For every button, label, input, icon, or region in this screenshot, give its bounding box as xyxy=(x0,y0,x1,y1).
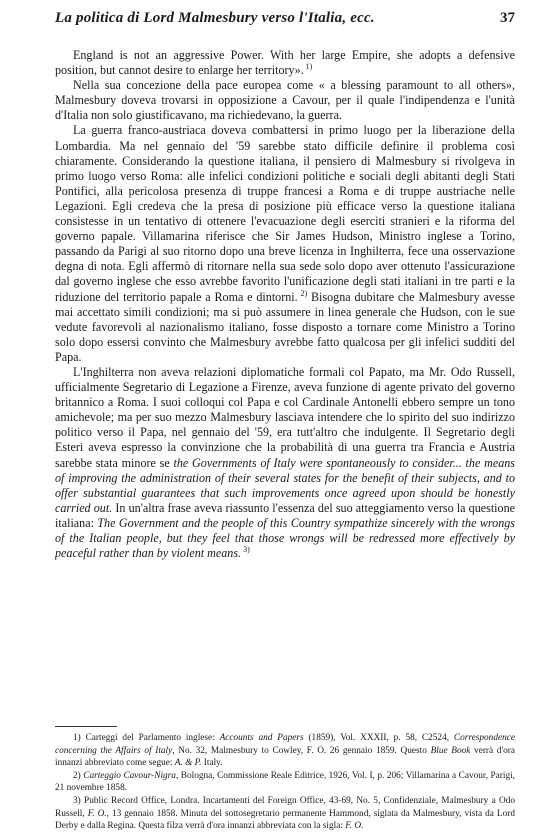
paragraph xyxy=(55,78,515,123)
paragraph xyxy=(55,365,515,561)
text-run: In un'altra frase aveva riassunto l'essenza del suo atteggiamento verso la questione italiana: xyxy=(55,500,516,530)
running-header xyxy=(55,10,515,34)
running-title: La politica di Lord Malmesbury verso l'Italia, ecc. xyxy=(55,10,375,26)
footnote xyxy=(55,732,515,770)
footnote xyxy=(55,795,515,833)
italic-text: The Government and the people of this Country sympathize sincerely with the wrongs of the Italian people, but they feel that those wrongs will be redressed more effectively by peaceful rather than by violent means. xyxy=(55,515,515,561)
page-number: 37 xyxy=(500,10,515,26)
text-run: (1859), Vol. XXXII, p. 58, C2524, xyxy=(303,733,454,743)
footnote-divider xyxy=(55,726,117,727)
paragraph xyxy=(55,123,515,365)
footnote-reference: 1) xyxy=(303,62,313,72)
text-run: Bisogna dubitare che Malmesbury avesse mai accettato simili condizioni; ma si può assumere in linea generale che Hudson, con le sue vedute favorevoli al nazionalismo italiano, fosse disposto a tornare come Ministro a Torino solo dopo essersi convinto che Malmesbury avrebbe fatto qualcosa per gli infelici sudditi del Papa. xyxy=(55,289,516,364)
text-run: Nella sua concezione della pace europea come « a blessing paramount to all others», Malmesbury doveva trovarsi in opposizione a Cavour, per il quale l'indipendenza e l'unità d'Italia non solo giustificavano, ma richiedevano, la guerra. xyxy=(55,78,515,123)
footnotes xyxy=(55,732,515,833)
text-run: L'Inghilterra non aveva relazioni diplomatiche formali col Papato, ma Mr. Odo Russell, ufficialmente Segretario di Legazione a Firenze, aveva funzione di agente privato del governo britannico a Roma. I suoi colloqui col Papa e col Cardinale Antonelli ebbero sempre un tono amichevole; ma per suo mezzo Malmesbury lasciava intendere che lo spirito del suo indirizzo politico verso il Papa, nel gennaio del '59, era tutt'altro che indulgente. Il Segretario degli Esteri aveva espresso la convinzione che la probabilità di una guerra tra Francia e Austria sarebbe stata minore se xyxy=(55,364,515,470)
text-run: 1) Carteggi del Parlamento inglese: xyxy=(73,733,220,743)
footnote xyxy=(55,770,515,795)
text-run: 3) Public Record Office, Londra. Incartamenti del Foreign Office, 43-69, No. 5, Confidenziale, Malmesbury a Odo Russell, xyxy=(55,795,515,819)
footnote-reference: 3) xyxy=(241,545,250,555)
body-text xyxy=(55,48,515,561)
italic-text: the Governments of Italy were spontaneously to consider... the means of improving the administration of their several states for the benefit of their subjects, and to offer substantial guarantees that such improvements once agreed upon should be honestly carried out. xyxy=(55,455,515,515)
text-run: England is not an aggressive Power. With her large Empire, she adopts a defensive position, but cannot desire to enlarge her territory». xyxy=(55,48,515,78)
italic-text: Correspondence concerning the Affairs of Italy xyxy=(55,733,515,756)
italic-text: Carteggio Cavour-Nigra xyxy=(83,770,176,781)
text-run: 2) xyxy=(73,770,84,781)
footnote-reference: 2) xyxy=(297,288,308,298)
italic-text: Accounts and Papers xyxy=(219,733,304,743)
text-run: , No. 32, Malmesbury to Cowley, F. O. 26 gennaio 1859. Questo xyxy=(172,745,431,756)
italic-text: A. & P. xyxy=(174,758,202,769)
italic-text: F. O. xyxy=(87,808,107,819)
italic-text: Blue Book xyxy=(430,745,471,756)
text-run: , 13 gennaio 1858. Minuta del sottosegretario permanente Hammond, siglata da Malmesbury, vista da Lord Derby e dalla Regina. Questa filza verrà d'ora innanzi abbreviata con la sigla: xyxy=(55,808,515,832)
text-run: Italy. xyxy=(201,758,223,769)
paragraph xyxy=(55,48,515,78)
text-run: La guerra franco-austriaca doveva combattersi in primo luogo per la liberazione della Lombardia. Ma nel gennaio del '59 sarebbe stato difficile definire il problema così chiaramente. Considerando la questione italiana, il pensiero di Malmesbury si rivolgeva in primo luogo verso Roma: alle infelici condizioni politiche e sociali degli abitanti degli Stati Pontifici, alla pericolosa presenza di truppe francesi a Roma e di truppe austriache nelle Legazioni. Egli credeva che la presa di posizione più efficace verso la questione italiana consistesse in un tentativo di ottenere l'evacuazione degli eserciti stranieri e la riforma del governo papale. Villamarina riferisce che Sir James Hudson, Ministro inglese a Torino, passando da Parigi al suo ritorno dopo una breve licenza in Inghilterra, fece una osservazione degna di nota. Egli affermò di ritornare nella sua sede solo dopo aver ottenuto l'assicurazione dal governo inglese che esso avrebbe favorito l'unificazione degli stati italiani in tre parti e la riduzione del territorio papale a Roma e dintorni. xyxy=(55,123,515,304)
text-run: , Bologna, Commissione Reale Editrice, 1926, Vol. I, p. 206; Villamarina a Cavour, Parigi, 21 novembre 1858. xyxy=(55,770,515,794)
italic-text: F. O. xyxy=(345,821,364,832)
text-run: verrà d'ora innanzi abbreviato come segue: xyxy=(55,745,515,769)
